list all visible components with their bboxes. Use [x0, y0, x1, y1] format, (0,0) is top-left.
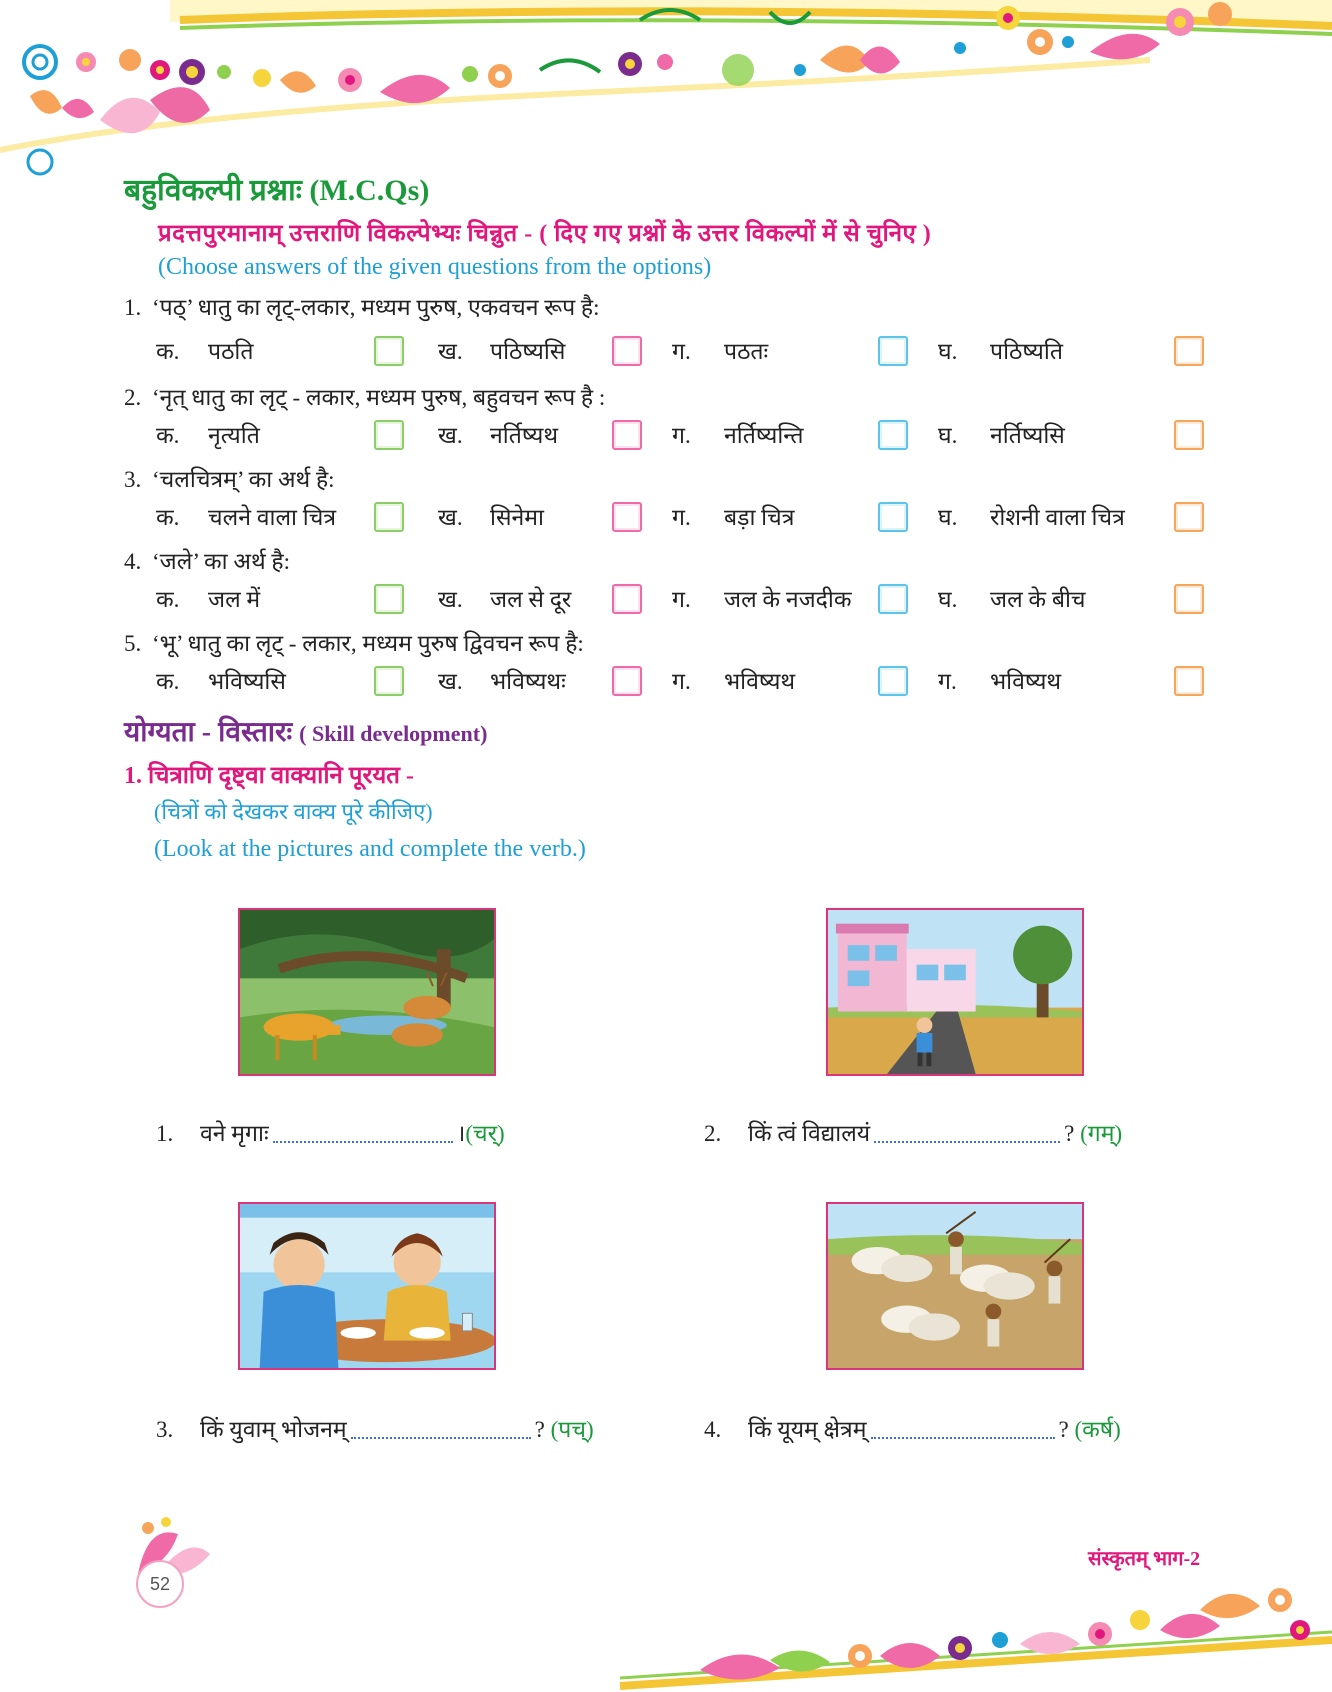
sentence-number: 2.: [704, 1121, 722, 1146]
option-ka: [156, 500, 336, 532]
question-number: 1.: [124, 295, 142, 320]
question-3: [124, 462, 335, 494]
option-gha: [938, 664, 1061, 696]
task-text: चित्राणि दृष्ट्वा वाक्यानि पूरयत -: [148, 763, 414, 789]
answer-checkbox[interactable]: [374, 584, 404, 614]
question-3-options: [156, 500, 1216, 534]
option-ga: [672, 334, 768, 366]
option-label: ग.: [672, 587, 691, 612]
sentence-end: ।: [456, 1121, 466, 1146]
sentence-3: [156, 1412, 594, 1444]
option-text: रोशनी वाला चित्र: [990, 505, 1125, 530]
boy-walking-to-school-picture: [826, 908, 1084, 1076]
option-gha: [938, 334, 1063, 366]
question-2-options: [156, 418, 1216, 452]
option-kha: [438, 664, 566, 696]
verb-root: (कर्ष): [1074, 1417, 1121, 1442]
question-text: ‘पठ्’ धातु का लृट्-लकार, मध्यम पुरुष, एकवचन रूप है:: [152, 295, 600, 320]
sentence-text: किं त्वं विद्यालयं: [748, 1121, 871, 1146]
question-number: 5.: [124, 631, 142, 656]
skill-title-english: ( Skill development): [299, 721, 488, 746]
option-label: क.: [156, 423, 180, 448]
option-text: भविष्यसि: [208, 669, 286, 694]
answer-checkbox[interactable]: [612, 420, 642, 450]
question-text: ‘चलचित्रम्’ का अर्थ है:: [152, 467, 335, 492]
question-2: [124, 380, 605, 412]
answer-checkbox[interactable]: [878, 666, 908, 696]
sentence-text: वने मृगाः: [200, 1121, 269, 1146]
question-5: [124, 626, 584, 658]
skill-title: [124, 712, 487, 750]
option-text: जल के नजदीक: [724, 587, 852, 612]
answer-checkbox[interactable]: [612, 502, 642, 532]
bottom-floral-border: [0, 1560, 1332, 1692]
option-ka: [156, 582, 260, 614]
verb-root: (पच्): [550, 1417, 594, 1442]
question-4: [124, 544, 290, 576]
answer-checkbox[interactable]: [1174, 584, 1204, 614]
option-kha: [438, 500, 544, 532]
option-label: ग.: [672, 339, 691, 364]
answer-blank[interactable]: [874, 1129, 1060, 1143]
page-number: 52: [136, 1560, 184, 1608]
answer-checkbox[interactable]: [374, 336, 404, 366]
option-text: पठिष्यति: [990, 339, 1063, 364]
option-ka: [156, 664, 286, 696]
option-text: भविष्यथः: [490, 669, 566, 694]
sentence-2: [704, 1116, 1122, 1148]
question-text: ‘नृत् धातु का लृट् - लकार, मध्यम पुरुष, बहुवचन रूप है :: [152, 385, 606, 410]
option-ga: [672, 582, 852, 614]
answer-checkbox[interactable]: [878, 502, 908, 532]
answer-checkbox[interactable]: [878, 336, 908, 366]
question-number: 4.: [124, 549, 142, 574]
answer-checkbox[interactable]: [878, 584, 908, 614]
answer-checkbox[interactable]: [878, 420, 908, 450]
answer-blank[interactable]: [351, 1425, 531, 1439]
sentence-end: ?: [1058, 1417, 1069, 1442]
sentence-end: ?: [1064, 1121, 1075, 1146]
sentence-number: 3.: [156, 1417, 174, 1442]
option-label: ग.: [672, 669, 691, 694]
option-ga: [672, 500, 794, 532]
option-label: घ.: [938, 423, 958, 448]
answer-checkbox[interactable]: [374, 666, 404, 696]
option-text: पठिष्यसि: [490, 339, 566, 364]
sentence-end: ?: [534, 1417, 545, 1442]
option-label: क.: [156, 339, 180, 364]
option-label: क.: [156, 505, 180, 530]
sentence-text: किं यूयम् क्षेत्रम्: [748, 1417, 867, 1442]
farmers-ploughing-field-picture: [826, 1202, 1084, 1370]
question-number: 2.: [124, 385, 142, 410]
option-text: नर्तिष्यसि: [990, 423, 1065, 448]
option-label: ख.: [438, 505, 463, 530]
answer-checkbox[interactable]: [1174, 420, 1204, 450]
answer-blank[interactable]: [871, 1425, 1055, 1439]
mcq-instruction: प्रदत्तपुरमानाम् उत्तराणि विकल्पेभ्यः चिन्नुत - ( दिए गए प्रश्नों के उत्तर विकल्पों में से चुनिए ): [158, 221, 932, 247]
option-label: घ.: [938, 339, 958, 364]
mcq-instruction-english: (Choose answers of the given questions from the options): [158, 254, 712, 280]
option-text: नर्तिष्यन्ति: [724, 423, 804, 448]
option-text: जल के बीच: [990, 587, 1086, 612]
answer-checkbox[interactable]: [1174, 502, 1204, 532]
option-ka: [156, 418, 260, 450]
option-label: क.: [156, 587, 180, 612]
sentence-4: [704, 1412, 1121, 1444]
option-text: पठति: [208, 339, 254, 364]
option-text: जल में: [208, 587, 261, 612]
verb-root: (चर्): [465, 1121, 505, 1146]
option-text: पठतः: [724, 339, 769, 364]
answer-blank[interactable]: [273, 1129, 453, 1143]
option-label: घ.: [938, 505, 958, 530]
option-label: ग.: [938, 669, 957, 694]
question-5-options: [156, 664, 1216, 698]
task-hindi: (चित्रों को देखकर वाक्य पूरे कीजिए): [154, 799, 433, 824]
sentence-1: [156, 1116, 505, 1148]
answer-checkbox[interactable]: [1174, 666, 1204, 696]
option-gha: [938, 500, 1125, 532]
option-text: नर्तिष्यथ: [490, 423, 559, 448]
sentence-number: 4.: [704, 1417, 722, 1442]
question-number: 3.: [124, 467, 142, 492]
task-number: 1.: [124, 763, 142, 789]
answer-checkbox[interactable]: [374, 420, 404, 450]
option-kha: [438, 582, 571, 614]
question-4-options: [156, 582, 1216, 616]
option-text: भविष्यथ: [724, 669, 796, 694]
answer-checkbox[interactable]: [612, 584, 642, 614]
option-kha: [438, 334, 565, 366]
task-english: (Look at the pictures and complete the verb.): [154, 836, 586, 862]
girls-eating-food-picture: [238, 1202, 496, 1370]
option-ka: [156, 334, 254, 366]
option-text: जल से दूर: [490, 587, 572, 612]
option-text: सिनेमा: [490, 505, 544, 530]
task-heading: [124, 758, 414, 791]
question-1-options: [156, 334, 1216, 368]
answer-checkbox[interactable]: [612, 666, 642, 696]
option-kha: [438, 418, 558, 450]
mcq-title: बहुविकल्पी प्रश्नाः (M.C.Qs): [124, 174, 430, 207]
skill-title-sanskrit: योग्यता - विस्तारः: [124, 717, 293, 748]
verb-root: (गम्): [1080, 1121, 1123, 1146]
option-text: बड़ा चित्र: [724, 505, 795, 530]
option-ga: [672, 418, 804, 450]
answer-checkbox[interactable]: [374, 502, 404, 532]
option-label: ख.: [438, 669, 463, 694]
option-label: ख.: [438, 423, 463, 448]
option-gha: [938, 582, 1086, 614]
question-text: ‘भू’ धातु का लृट् - लकार, मध्यम पुरुष द्विवचन रूप है:: [152, 631, 584, 656]
option-label: ख.: [438, 587, 463, 612]
option-text: भविष्यथ: [990, 669, 1062, 694]
option-text: नृत्यति: [208, 423, 260, 448]
option-label: क.: [156, 669, 180, 694]
answer-checkbox[interactable]: [612, 336, 642, 366]
option-text: चलने वाला चित्र: [208, 505, 337, 530]
sentence-text: किं युवाम् भोजनम्: [200, 1417, 347, 1442]
book-title: संस्कृतम् भाग-2: [1088, 1548, 1201, 1570]
option-ga: [672, 664, 795, 696]
option-label: ग.: [672, 505, 691, 530]
question-text: ‘जले’ का अर्थ है:: [152, 549, 291, 574]
option-label: घ.: [938, 587, 958, 612]
answer-checkbox[interactable]: [1174, 336, 1204, 366]
option-gha: [938, 418, 1065, 450]
question-1: [124, 290, 600, 322]
sentence-number: 1.: [156, 1121, 174, 1146]
option-label: ग.: [672, 423, 691, 448]
option-label: ख.: [438, 339, 463, 364]
deer-in-forest-picture: [238, 908, 496, 1076]
